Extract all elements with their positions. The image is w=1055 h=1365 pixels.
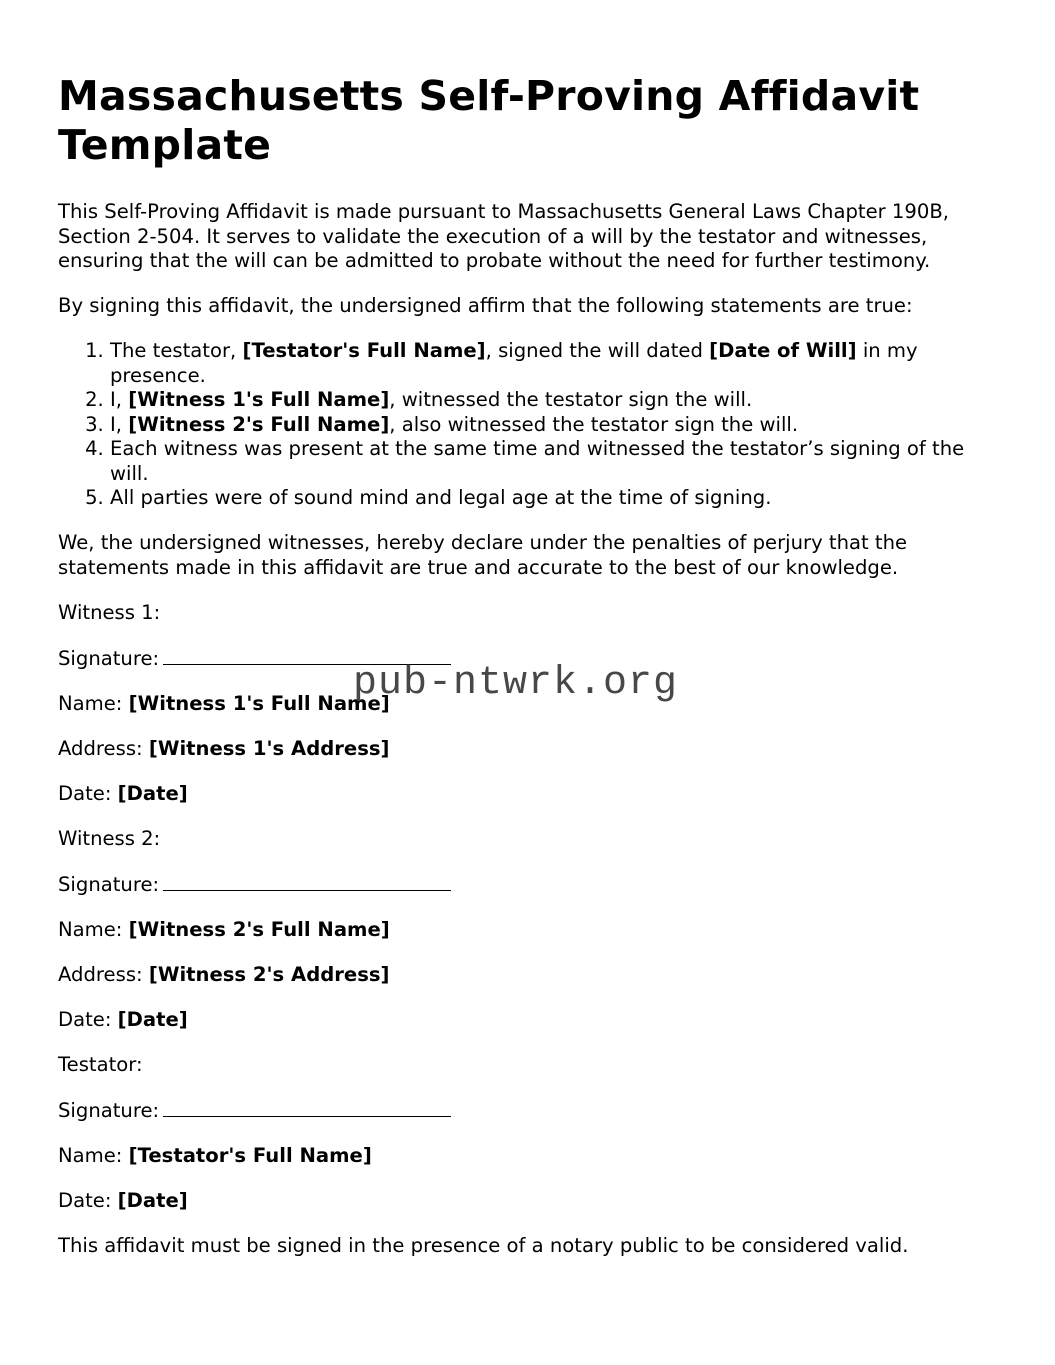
statement-text: The testator, bbox=[110, 339, 243, 362]
witness2-name-value: [Witness 2's Full Name] bbox=[128, 917, 390, 941]
witness1-address-row bbox=[58, 737, 1003, 762]
testator-block bbox=[58, 1053, 1003, 1214]
statement-text: I, bbox=[110, 412, 129, 436]
testator-name-row bbox=[58, 1144, 1003, 1169]
witness2-date-row bbox=[58, 1008, 1003, 1033]
signature-label: Signature: bbox=[58, 1098, 160, 1122]
date-label: Date: bbox=[58, 781, 112, 805]
witness2-signature-line[interactable] bbox=[163, 872, 451, 891]
witness2-address-value: [Witness 2's Address] bbox=[148, 962, 390, 986]
witness1-date-row bbox=[58, 782, 1003, 807]
testator-signature-row bbox=[58, 1098, 1003, 1124]
testator-signature-line[interactable] bbox=[163, 1098, 451, 1117]
date-label: Date: bbox=[58, 1007, 112, 1031]
will-date-placeholder: [Date of Will] bbox=[709, 339, 857, 362]
statements-list bbox=[58, 339, 1003, 511]
witness1-date-value: [Date] bbox=[117, 781, 188, 805]
statement-item bbox=[110, 413, 1003, 438]
witness1-signature-row bbox=[58, 646, 1003, 672]
statement-item bbox=[110, 388, 1003, 413]
affirm-lead-paragraph: By signing this affidavit, the undersigned affirm that the following statements are true: bbox=[58, 294, 913, 317]
closing-note: This affidavit must be signed in the presence of a notary public to be considered valid. bbox=[58, 1233, 909, 1257]
address-label: Address: bbox=[58, 962, 143, 986]
statement-text: I, bbox=[110, 388, 129, 411]
testator-date-value: [Date] bbox=[117, 1188, 188, 1212]
witness1-heading: Witness 1: bbox=[58, 600, 161, 624]
witness1-name-row bbox=[58, 692, 1003, 717]
signature-label: Signature: bbox=[58, 646, 160, 670]
witness2-signature-row bbox=[58, 872, 1003, 898]
testator-heading: Testator: bbox=[58, 1052, 143, 1076]
signature-label: Signature: bbox=[58, 872, 160, 896]
watermark-text: pub-ntwrk.org bbox=[353, 661, 679, 706]
statement-text: in my presence. bbox=[110, 339, 918, 387]
document-title: Massachusetts Self-Proving Affidavit Template bbox=[58, 72, 920, 169]
statement-item bbox=[110, 339, 1003, 388]
witness2-block bbox=[58, 827, 1003, 1033]
testator-date-row bbox=[58, 1189, 1003, 1214]
witness2-name-placeholder: [Witness 2's Full Name] bbox=[128, 412, 390, 436]
name-label: Name: bbox=[58, 1143, 123, 1167]
witness2-heading: Witness 2: bbox=[58, 826, 161, 850]
witness2-address-row bbox=[58, 963, 1003, 988]
statement-text: , also witnessed the testator sign the will. bbox=[389, 412, 799, 436]
statement-text: , witnessed the testator sign the will. bbox=[389, 388, 753, 411]
name-label: Name: bbox=[58, 691, 123, 715]
witness2-name-row bbox=[58, 918, 1003, 943]
witness2-date-value: [Date] bbox=[117, 1007, 188, 1031]
affidavit-document bbox=[58, 72, 1003, 1279]
intro-paragraph: This Self-Proving Affidavit is made pursuant to Massachusetts General Laws Chapter 190B, Section 2-504. It serves to validate the execution of a will by the testator and witnesses, ensuring that the will can be admitted to probate without the need for further testimony. bbox=[58, 200, 949, 272]
witness1-block bbox=[58, 601, 1003, 807]
witness1-address-value: [Witness 1's Address] bbox=[148, 736, 390, 760]
declaration-paragraph: We, the undersigned witnesses, hereby declare under the penalties of perjury that the statements made in this affidavit are true and accurate to the best of our knowledge. bbox=[58, 531, 908, 579]
name-label: Name: bbox=[58, 917, 123, 941]
address-label: Address: bbox=[58, 736, 143, 760]
testator-name-value: [Testator's Full Name] bbox=[128, 1143, 372, 1167]
date-label: Date: bbox=[58, 1188, 112, 1212]
testator-name-placeholder: [Testator's Full Name] bbox=[242, 339, 486, 362]
witness1-name-placeholder: [Witness 1's Full Name] bbox=[128, 388, 390, 411]
statement-item: 4. Each witness was present at the same time and witnessed the testator’s signing of the will. bbox=[110, 437, 1003, 486]
statement-text: , signed the will dated bbox=[485, 339, 710, 362]
witness1-name-value: [Witness 1's Full Name] bbox=[128, 691, 390, 715]
statement-item: 5. All parties were of sound mind and legal age at the time of signing. bbox=[110, 486, 1003, 511]
witness1-signature-line[interactable] bbox=[163, 646, 451, 665]
